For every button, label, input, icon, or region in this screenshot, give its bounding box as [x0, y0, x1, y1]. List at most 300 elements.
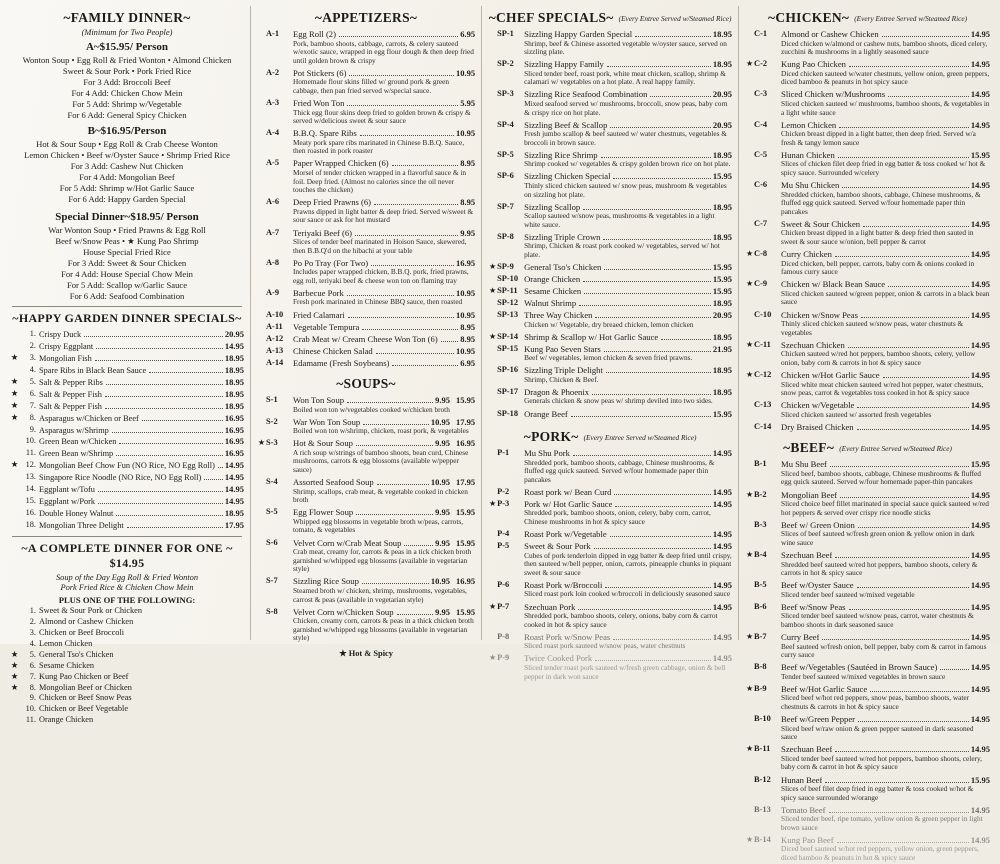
item-description: Sliced beef w/raw onion & green pepper sauteed in dark seasoned sauce [781, 723, 974, 742]
leader-dots [605, 587, 711, 588]
item-name: Crispy Duck [39, 330, 82, 339]
menu-item [257, 228, 475, 257]
item-number: 7. [29, 400, 36, 410]
spicy-star-icon [10, 715, 19, 726]
item-name: Szechuan Pork [524, 601, 576, 612]
menu-item [488, 653, 732, 682]
leader-dots [98, 491, 223, 492]
plan-a-heading: A~$15.95/ Person [85, 41, 169, 53]
item-code: SP-7 [497, 201, 514, 211]
item-body [524, 310, 732, 330]
item-code: C-6 [754, 180, 768, 190]
spicy-star-icon: ★ [745, 279, 754, 289]
item-code: SP-6 [497, 171, 514, 181]
item-code: B-1 [754, 459, 767, 469]
menu-item [745, 249, 990, 278]
menu-item [745, 520, 990, 549]
item-body [781, 340, 990, 369]
item-description: Boiled won ton w/shrimp, chicken, roast pork, & vegetables [293, 426, 469, 436]
item-number: 5. [29, 649, 36, 659]
item-body [524, 150, 732, 170]
item-body [524, 487, 732, 498]
menu-item [745, 340, 990, 369]
item-description: Chicken sauteed w/red hot peppers, bamboo shoots, celery, yellow onion, baby corn & carrots in hot & spicy sauce [781, 349, 976, 367]
item-price: 15.95 [712, 171, 733, 182]
item-name: Salt & Pepper Fish [39, 401, 102, 411]
item-body [524, 286, 732, 297]
item-body [524, 499, 732, 528]
menu-item [488, 202, 732, 231]
item-number: 12. [25, 460, 36, 470]
item-price: 10.95 [455, 67, 476, 78]
spicy-star-icon: ★ [10, 682, 19, 692]
item-code: B-5 [754, 580, 767, 590]
item-price: 20.95 [712, 119, 733, 130]
item-body [524, 29, 732, 58]
item-description: Sliced roast pork sauteed w/snow peas, water chestnuts [524, 641, 686, 651]
item-price: 15.95 [970, 459, 990, 470]
item-body [781, 714, 990, 743]
item-price: 20.95 [224, 329, 244, 339]
list-item [10, 389, 244, 401]
spicy-star-icon: ★ [10, 412, 19, 422]
item-name: Sizzling Rice Shrimp [524, 149, 598, 160]
item-code: S-8 [266, 606, 278, 616]
item-name: Vegetable Tempura [293, 321, 360, 332]
item-code: A-4 [266, 128, 280, 138]
plan-b-line-3: For 4 Add: Mongolian Beef [79, 172, 175, 182]
spicy-star-icon: ★ [488, 601, 497, 611]
menu-item [257, 576, 475, 605]
menu-item [745, 422, 990, 433]
item-price: 20.95 [712, 89, 733, 100]
spicy-star-icon: ★ [745, 550, 754, 559]
item-code: SP-2 [497, 59, 514, 69]
item-price-large: 15.95 [455, 606, 476, 617]
item-description: Sliced roast pork loin cooked w/broccoli in deliciously seasoned sauce [524, 589, 731, 599]
item-price: 18.95 [712, 365, 733, 376]
item-description: Sliced tender beef sauteed w/red hot peppers, bamboo shoots, celery, baby corn & carrot in hot & spicy sauce [781, 753, 982, 772]
leader-dots [839, 127, 969, 128]
leader-dots [837, 842, 969, 843]
item-description: Cubes of pork tenderloin dipped in egg batter & deep fried until crispy, then sauteed w/bell pepper, onion, carrots, pineapple chunks in piquant sweet & sour sauce [524, 550, 732, 577]
item-number: 7. [29, 671, 36, 681]
menu-item [745, 89, 990, 118]
list-item [10, 329, 244, 341]
item-name: Won Ton Soup [293, 395, 345, 406]
leader-dots [835, 751, 969, 752]
item-price: 9.95 [460, 227, 476, 238]
item-body [524, 541, 732, 578]
item-body [781, 662, 990, 682]
leader-dots [349, 75, 453, 76]
item-code: SP-12 [497, 298, 519, 308]
item-code: B-9 [754, 683, 767, 693]
spicy-star-icon [10, 329, 19, 341]
item-price: 14.95 [970, 249, 990, 260]
spicy-star-icon: ★ [488, 498, 497, 508]
item-name: Three Way Chicken [524, 310, 593, 321]
leader-dots [149, 372, 223, 373]
item-price-small: 10.95 [430, 576, 450, 587]
menu-item [488, 529, 732, 540]
item-price: 18.95 [224, 364, 244, 375]
item-price: 14.95 [970, 550, 990, 560]
leader-dots [858, 527, 969, 528]
list-item [10, 661, 244, 672]
item-body [781, 400, 990, 420]
item-description: Sliced tender beef, roast pork, white meat chicken, scallop, shrimp & calamari w/ vegetables on a hot plate. A real happy family. [524, 68, 726, 87]
item-code: A-2 [266, 67, 280, 77]
item-price: 14.95 [970, 683, 990, 694]
item-code: A-3 [266, 98, 280, 108]
family-dinner-subtitle: (Minimum for Two People) [81, 28, 173, 37]
plan-a-line-2: For 3 Add: Broccoli Beef [83, 77, 171, 87]
menu-item [745, 59, 990, 88]
menu-item [488, 120, 732, 149]
list-item [10, 484, 244, 496]
item-code: C-11 [754, 339, 771, 349]
item-name: Fried Won Ton [293, 98, 345, 109]
item-price: 17.95 [224, 520, 244, 530]
item-code: C-9 [754, 279, 768, 289]
beef-header [745, 438, 990, 459]
item-price: 14.95 [712, 529, 733, 540]
item-code: A-14 [266, 357, 284, 367]
item-price: 18.95 [712, 59, 733, 70]
item-name: Sizzling Triple Delight [524, 365, 603, 376]
chicken-title: ~CHICKEN~ [768, 10, 850, 25]
item-price: 14.95 [712, 601, 733, 612]
leader-dots [615, 506, 711, 507]
item-code: B-2 [754, 489, 767, 499]
leader-dots [356, 445, 433, 446]
item-price: 6.95 [460, 29, 476, 39]
menu-item [257, 310, 475, 321]
item-price: 20.95 [712, 310, 733, 321]
leader-dots [377, 484, 429, 485]
item-price: 18.95 [224, 508, 244, 519]
leader-dots [347, 402, 433, 403]
menu-item [257, 438, 475, 475]
list-item [10, 508, 244, 520]
item-name: Szechuan Beef [781, 550, 833, 560]
item-code: A-10 [266, 309, 284, 319]
spicy-star-icon [10, 341, 19, 353]
item-name: Chicken w/Vegetable [781, 400, 855, 411]
item-description: Chicken breast dipped in a light batter, then deep fried. Served w/a fresh & tangy lemon sauce [781, 129, 976, 147]
item-number: 4. [29, 364, 36, 374]
menu-item [488, 29, 732, 58]
item-description: Diced chicken w/almond or cashew nuts, bamboo shoots, diced celery, zucchini & mushrooms in a lightly seasoned sauce [781, 38, 988, 57]
item-name: Asparagus w/Chicken or Beef [39, 413, 139, 423]
menu-item [488, 365, 732, 385]
item-price: 14.95 [970, 662, 990, 673]
item-price-large: 17.95 [455, 416, 476, 427]
item-body [293, 158, 475, 195]
item-description: Diced chicken sauteed w/water chestnuts, yellow onion, green peppers, diced bamboo & peanuts in hot spicy sauce [781, 68, 990, 87]
pork-list [488, 448, 732, 682]
item-code: S-1 [266, 395, 278, 405]
item-description: Sliced beef w/hot red peppers, snow peas, bamboo shoots, water chestnuts & carrots in hot & spicy sauce [781, 693, 970, 711]
item-body [781, 775, 990, 804]
leader-dots [882, 36, 969, 37]
leader-dots [376, 353, 454, 354]
item-body [293, 98, 475, 127]
hot-spicy-label: ★ Hot & Spicy [339, 648, 393, 658]
item-price: 18.95 [712, 201, 733, 212]
spicy-star-icon: ★ [745, 744, 754, 754]
item-body [524, 653, 732, 682]
item-code: A-1 [266, 29, 280, 38]
item-body [293, 477, 475, 506]
item-price: 14.95 [712, 486, 733, 497]
leader-dots [861, 317, 969, 318]
item-price: 18.95 [712, 298, 733, 309]
leader-dots [650, 96, 710, 97]
menu-item [257, 128, 475, 157]
item-code: B-11 [754, 744, 771, 754]
item-number: 8. [29, 412, 36, 422]
item-price-small: 9.95 [435, 507, 450, 518]
item-number: 9. [29, 424, 36, 434]
leader-dots [606, 372, 711, 373]
item-price: 14.95 [224, 496, 244, 507]
item-name: Chicken w/Hot Garlic Sauce [781, 370, 880, 381]
item-number: 1. [29, 329, 36, 338]
leader-dots [835, 256, 969, 257]
item-body [293, 538, 475, 575]
item-body [781, 370, 990, 399]
leader-dots [610, 127, 711, 128]
item-price: 15.95 [712, 262, 733, 273]
item-name: Mu Shu Chicken [781, 180, 840, 191]
item-price: 14.95 [970, 714, 990, 725]
item-code: A-9 [266, 287, 280, 297]
item-name: Kung Pao Chicken [781, 59, 846, 70]
item-name: Beef w/Hot Garlic Sauce [781, 683, 868, 694]
item-body [524, 332, 732, 343]
list-item [10, 436, 244, 448]
item-price-small: 10.95 [430, 477, 450, 488]
leader-dots [870, 691, 969, 692]
item-price: 16.95 [224, 412, 244, 423]
spicy-star-icon [10, 472, 19, 484]
item-code: SP-11 [497, 286, 518, 296]
item-name: Sizzling Beef & Scallop [524, 119, 608, 130]
item-name: Mongolian Beef [781, 489, 838, 500]
item-name: Hunan Chicken [781, 149, 835, 160]
list-item [10, 425, 244, 437]
item-price-large: 15.95 [455, 537, 476, 548]
appetizers-list [257, 29, 475, 368]
list-item [10, 413, 244, 425]
item-code: B-6 [754, 601, 767, 611]
menu-item [745, 550, 990, 579]
leader-dots [84, 336, 223, 337]
item-body [781, 602, 990, 631]
appetizers-title: ~APPETIZERS~ [314, 10, 418, 25]
item-name: Barbecue Pork [293, 287, 344, 298]
item-price: 8.95 [460, 321, 476, 332]
item-name: Curry Chicken [781, 249, 832, 260]
item-description: Slices of beef filet deep fried in egg batter & toss cooked w/hot & spicy sauce surrounded w/orange [781, 784, 974, 802]
item-code: C-3 [754, 89, 768, 99]
item-code: P-8 [497, 631, 510, 641]
leader-dots [579, 305, 711, 306]
list-item [10, 460, 244, 472]
item-description: Chicken breast dipped in a light batter & deep fried then sauted in sweet & sour sauce w/onion, bell pepper & carrot [781, 228, 974, 247]
item-description: Pork, bamboo shoots, cabbage, carrots, & celery sauteed w/exotic sauce, wrapped in egg flour dough & then deep fried until golden brown & crispy [293, 38, 474, 65]
item-price-small: 10.95 [430, 416, 450, 427]
item-body [781, 632, 990, 661]
item-name: Egg Roll (2) [293, 29, 336, 39]
item-code: S-2 [266, 416, 278, 426]
leader-dots [830, 466, 969, 467]
item-description: Thinly sliced chicken sauteed w/ snow peas, mushroom & vegetables on sizzling hot plate. [524, 180, 727, 199]
item-description: Boiled won ton w/vegetables cooked w/chicken broth [293, 404, 450, 414]
item-price: 14.95 [224, 460, 244, 471]
item-number: 9. [29, 693, 36, 703]
item-body [524, 274, 732, 285]
menu-item [488, 232, 732, 261]
item-description: Tender beef sauteed w/mixed vegetables in brown sauce [781, 671, 946, 681]
item-name: Sizzling Happy Family [524, 59, 604, 70]
menu-item [488, 332, 732, 343]
item-code: S-4 [266, 477, 278, 487]
item-name: Chinese Chicken Salad [293, 345, 373, 356]
item-code: C-8 [754, 249, 768, 259]
item-body [781, 550, 990, 579]
item-code: S-6 [266, 537, 278, 547]
leader-dots [863, 226, 969, 227]
menu-item [745, 150, 990, 179]
item-code: A-11 [266, 321, 283, 331]
item-name: Eggplant w/Pork [39, 497, 95, 507]
list-item [10, 353, 244, 365]
leader-dots [842, 187, 969, 188]
menu-item [745, 580, 990, 600]
leader-dots [594, 548, 711, 549]
menu-item [745, 279, 990, 308]
item-price: 14.95 [970, 489, 990, 500]
item-name: Kung Pao Seven Stars [524, 343, 601, 354]
item-description: Sliced white meat chicken sauteed w/red hot pepper, water chestnuts, snow peas, carrot & vegetables toss cooked in hot & spicy sauce [781, 379, 984, 398]
list-item [10, 401, 244, 413]
item-name: Sizzling Scallop [524, 201, 581, 212]
item-body [524, 602, 732, 631]
menu-item [257, 68, 475, 97]
item-body [524, 448, 732, 485]
item-code: B-12 [754, 774, 771, 784]
leader-dots [578, 609, 711, 610]
spicy-star-icon [10, 606, 19, 617]
item-body [524, 529, 732, 540]
item-code: B-7 [754, 632, 767, 642]
item-code: A-8 [266, 257, 280, 267]
item-name: Kung Pao Chicken or Beef [39, 671, 129, 681]
item-code: P-5 [497, 541, 510, 551]
item-body [293, 334, 475, 345]
item-description: Chicken w/ Vegetable, dry breaed chicken, lemon chicken [524, 319, 694, 329]
item-number: 10. [25, 704, 36, 714]
chicken-header [745, 8, 990, 29]
menu-item [257, 358, 475, 369]
item-body [781, 279, 990, 308]
item-body [524, 262, 732, 273]
menu-item [257, 334, 475, 345]
item-description: Sliced beef, bamboo shoots, cabbage, Chinese mushrooms & fluffed egg quick sauteed. Served w/four homemade paper-thin pancakes [781, 468, 981, 487]
item-name: Mongolian Beef Chow Fun (NO Rice, NO Egg Roll) [39, 461, 215, 471]
item-name: Lemon Chicken [781, 119, 837, 130]
item-name: Chicken or Beef Snow Peas [39, 693, 132, 703]
leader-dots [371, 265, 454, 266]
item-body [781, 580, 990, 600]
item-description: Fresh jumbo scallop & beef sauteed w/ water chestnuts, vegetables & broccoli in brown sauce. [524, 129, 727, 147]
menu-item [745, 662, 990, 682]
item-code: B-10 [754, 714, 771, 724]
item-description: Fresh pork marinated in Chinese BBQ sauce, then roasted [293, 297, 463, 307]
item-price: 14.95 [970, 601, 990, 612]
item-name: General Tso's Chicken [524, 262, 602, 273]
item-price: 14.95 [224, 340, 244, 351]
menu-item [488, 310, 732, 330]
item-name: Almond or Cashew Chicken [781, 29, 879, 39]
item-body [781, 310, 990, 339]
item-price: 8.95 [460, 333, 476, 344]
item-description: Sliced tender beef, ripe tomato, yellow onion & green pepper in light brown sauce [781, 814, 983, 832]
item-price-large: 17.95 [455, 477, 476, 488]
item-body [781, 744, 990, 773]
item-number: 11. [25, 715, 36, 725]
menu-item [745, 490, 990, 519]
menu-item [488, 262, 732, 273]
item-body [781, 249, 990, 278]
item-name: Velvet Corn w/Chicken Soup [293, 606, 394, 617]
column-chef-specials-pork [481, 6, 738, 681]
item-code: P-6 [497, 579, 510, 589]
item-code: A-6 [266, 197, 280, 207]
item-description: Morsel of tender chicken wrapped in a flavorful sauce & in foil. Deep fried. (Almost no calories since the oil never touches the chicken) [293, 167, 467, 195]
item-description: Shrimp, Chicken & Beef. [524, 374, 599, 384]
leader-dots [829, 812, 969, 813]
plan-b-line-1: Lemon Chicken • Beef w/Oyster Sauce • Shrimp Fried Rice [24, 150, 230, 160]
chicken-note: (Every Entree Served w/Steamed Rice) [854, 13, 968, 23]
soups-title: ~SOUPS~ [336, 376, 396, 392]
item-name: War Won Ton Soup [293, 416, 361, 427]
item-body [524, 171, 732, 200]
item-price: 14.95 [970, 89, 990, 100]
item-price-large: 16.95 [455, 438, 476, 449]
leader-dots [397, 614, 434, 615]
spicy-star-icon [10, 365, 19, 377]
divider [12, 306, 242, 307]
item-body [293, 395, 475, 415]
item-body [293, 607, 475, 644]
list-item [10, 628, 244, 639]
leader-dots [825, 782, 969, 783]
item-body [293, 576, 475, 605]
leader-dots [116, 455, 223, 456]
item-price: 8.95 [460, 197, 476, 208]
item-body [293, 346, 475, 357]
plan-a-line-1: Sweet & Sour Pork • Pork Fried Rice [62, 66, 192, 76]
item-body [781, 59, 990, 88]
item-body [524, 344, 732, 364]
item-price: 15.95 [970, 774, 990, 785]
item-price-small: 9.95 [435, 395, 450, 406]
item-name: Chicken w/ Black Bean Sauce [781, 279, 886, 290]
